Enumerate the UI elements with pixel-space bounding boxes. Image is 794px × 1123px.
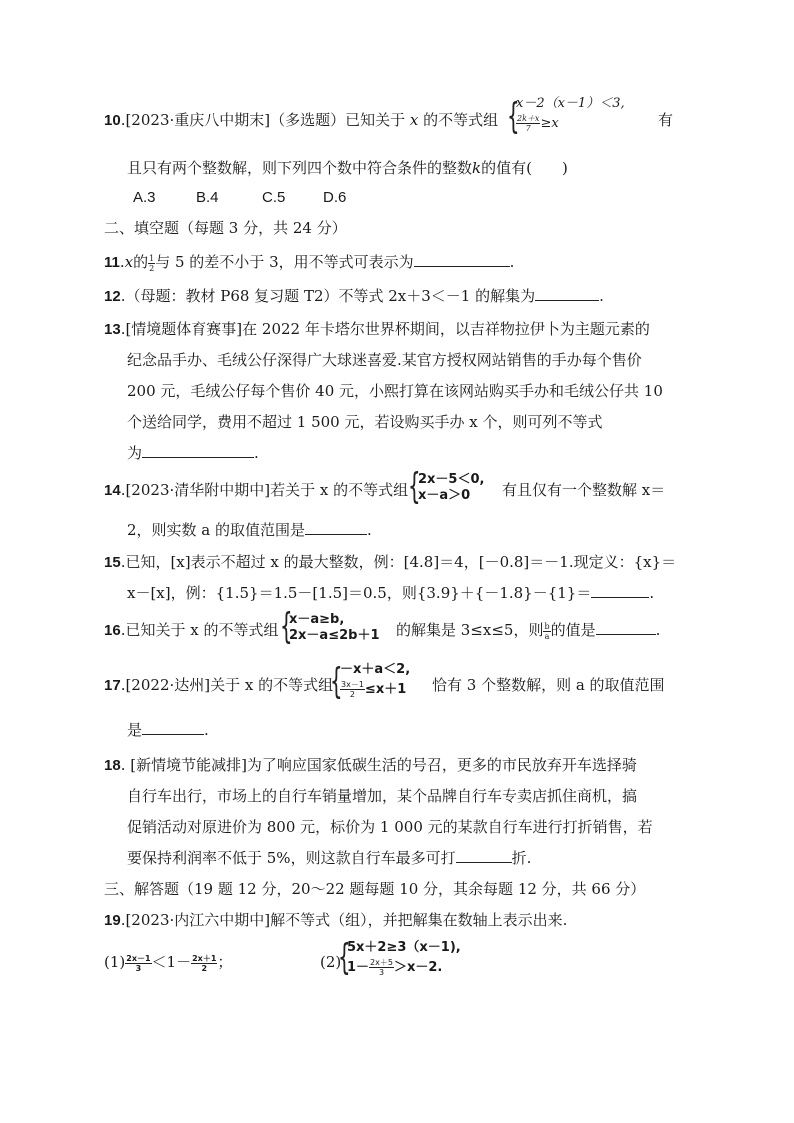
q18-line4 <box>127 848 531 868</box>
option-c: C.5 <box>262 189 286 206</box>
q10-line2-text: 且只有两个整数解，则下列四个数中符合条件的整数 <box>127 159 473 177</box>
q18-line2: 自行车出行，市场上的自行车销量增加，某个品牌自行车专卖店抓住商机，搞 <box>127 787 638 805</box>
q10-sys-line1: x－2（x－1）＜3, <box>516 96 625 111</box>
q10-sys-line2 <box>516 114 559 133</box>
question-number: 10 <box>104 112 121 129</box>
q16-sys-line2: 2x－a≤2b＋1 <box>289 628 380 643</box>
q11-var: x <box>124 253 134 271</box>
q16-line <box>104 620 278 641</box>
q19-part2-label: (2) <box>320 953 342 971</box>
q17-sys-rest: ≤x＋1 <box>364 682 407 697</box>
q16-frac: $\frac{b}{a}$ <box>544 621 550 641</box>
q10-options <box>133 188 346 208</box>
q13-line3: 200 元，毛绒公仔每个售价 40 元，小熙打算在该网站购买手办和毛绒公仔共 10 <box>127 382 663 400</box>
q12-end: . <box>599 287 604 305</box>
q19-line1 <box>104 910 567 931</box>
q17-end: . <box>204 721 209 739</box>
q11-t2: 与 5 的差不小于 3，用不等式可表示为 <box>155 253 414 271</box>
q17-line2 <box>127 720 209 740</box>
q17-sys-line2 <box>340 680 406 699</box>
q19-part1 <box>104 952 232 973</box>
q16-text-a: .已知关于 x 的不等式组 <box>120 621 279 639</box>
q10-text-b: 的不等式组 <box>423 111 499 129</box>
q11-line <box>104 252 514 273</box>
q17-sys-line1: －x＋a＜2, <box>340 662 411 677</box>
q15-text-2: x－[x]，例：{1.5}＝1.5－[1.5]＝0.5，则{3.9}＋{－1.8}－{1}＝ <box>127 584 592 602</box>
q19-p2-rest: ＞x－2. <box>393 960 443 975</box>
q18-last: 要保持利润率不低于 5%，则这款自行车最多可打 <box>127 849 456 867</box>
q16-sys-line1: x－a≥b, <box>289 612 345 627</box>
q17-sys-frac: $\frac{3x-1}{2}$ <box>341 680 364 699</box>
q10-sys-frac: $\frac{2k+x}{7}$ <box>517 114 540 133</box>
question-number: 12 <box>104 288 121 305</box>
q14-end: . <box>367 521 372 539</box>
answer-blank[interactable] <box>414 252 510 267</box>
q10-line2 <box>127 158 568 178</box>
brace-icon: { <box>330 661 343 702</box>
q19-p1-frac2: $\frac{2x+1}{2}$ <box>192 953 217 973</box>
q17-line2-text: 是 <box>127 721 143 739</box>
q10-line2-var: k <box>472 159 482 177</box>
q10-text-a: .[2023·重庆八中期末]（多选题）已知关于 <box>120 111 406 129</box>
q13-line1 <box>104 319 650 340</box>
answer-blank[interactable] <box>142 720 204 735</box>
q13-line5 <box>127 443 259 463</box>
q13-line4: 个送给同学，费用不超过 1 500 元，若设购买手办 x 个，则可列不等式 <box>127 413 603 431</box>
part-label: (1) <box>104 953 126 971</box>
q14-text-a: .[2023·清华附中期中]若关于 x 的不等式组 <box>120 481 409 499</box>
q13-line2: 纪念品手办、毛绒公仔深得广大球迷喜爱.某官方授权网站销售的手办每个售价 <box>127 351 642 369</box>
question-number: 18 <box>104 757 121 774</box>
section-heading: 二、填空题（每题 3 分，共 24 分） <box>104 219 347 237</box>
question-number: 14 <box>104 482 121 499</box>
question-number: 19 <box>104 912 121 929</box>
q14-text-b: 有且仅有一个整数解 x＝ <box>502 481 666 499</box>
answer-blank[interactable] <box>305 520 367 535</box>
q19-p2-sys-line2 <box>347 958 442 977</box>
q17-text-b: 恰有 3 个整数解，则 a 的取值范围 <box>432 676 665 694</box>
q15-end: . <box>649 584 655 602</box>
q11-pre: . <box>119 253 125 271</box>
question-number: 16 <box>104 622 121 639</box>
q17-text-a: .[2022·达州]关于 x 的不等式组 <box>120 676 334 694</box>
brace-icon: { <box>408 466 421 507</box>
q10-text-c: 有 <box>658 111 674 129</box>
q11-t1: 的 <box>133 253 149 271</box>
q18-end: 折. <box>511 849 532 867</box>
q19-text: .[2023·内江六中期中]解不等式（组），并把解集在数轴上表示出来. <box>120 911 568 929</box>
q19-p1-frac1: $\frac{2x-1}{3}$ <box>126 953 151 973</box>
answer-blank[interactable] <box>456 848 512 863</box>
q13-end: . <box>254 444 259 462</box>
brace-icon: { <box>280 606 293 647</box>
q19-p2-sys-line1: 5x＋2≥3（x－1), <box>347 940 461 955</box>
q13-last-pre: 为 <box>127 444 143 462</box>
q10-var: x <box>409 111 419 129</box>
option-d: D.6 <box>323 189 347 206</box>
q10-line2-end: 的值有( ) <box>481 159 568 177</box>
q18-text-1: . [新情境节能减排]为了响应国家低碳生活的号召，更多的市民放弃开车选择骑 <box>120 756 637 774</box>
q16-end: . <box>655 621 661 639</box>
q16-tail <box>396 620 660 641</box>
q19-p1-end: ； <box>217 953 233 971</box>
question-number: 13 <box>104 321 121 338</box>
q14-sys-line2: x－a＞0 <box>418 488 471 503</box>
q12-text: .（母题：教材 P68 复习题 T2）不等式 2x＋3＜－1 的解集为 <box>120 287 536 305</box>
question-number: 11 <box>104 254 120 271</box>
q19-p1-mid: ＜1－ <box>151 953 192 971</box>
q12-line <box>104 286 604 307</box>
q19-p2-pre: 1－ <box>347 960 370 975</box>
answer-blank[interactable] <box>535 286 599 301</box>
q19-p2-frac: $\frac{2x+5}{3}$ <box>370 958 393 977</box>
q14-line2-text: 2，则实数 a 的取值范围是 <box>127 521 306 539</box>
q14-line2 <box>127 520 372 540</box>
answer-blank[interactable] <box>142 443 254 458</box>
q18-line3: 促销活动对原进价为 800 元，标价为 1 000 元的某款自行车进行打折销售，若 <box>127 818 653 836</box>
q16-text-b: 的解集是 3≤x≤5，则 <box>396 621 544 639</box>
q10-line1 <box>104 110 498 131</box>
q11-end: . <box>509 253 515 271</box>
option-a: A.3 <box>133 189 156 206</box>
brace-icon: { <box>507 96 520 137</box>
q16-text-c: 的值是 <box>550 621 596 639</box>
q18-line1 <box>104 755 637 776</box>
q15-line1 <box>104 552 676 573</box>
question-number: 15 <box>104 554 121 571</box>
q17-line1 <box>104 675 333 696</box>
q15-line2 <box>127 583 654 603</box>
brace-icon: { <box>338 937 351 978</box>
q10-sys-rest: ≥x <box>540 116 559 131</box>
section-heading: 三、解答题（19 题 12 分，20～22 题每题 10 分，其余每题 12 分，共 66 分） <box>104 880 646 898</box>
q11-frac: $\frac{1}{2}$ <box>149 253 155 273</box>
q14-line1 <box>104 480 408 501</box>
option-b: B.4 <box>196 189 219 206</box>
q15-text-1: .已知，[x]表示不超过 x 的最大整数，例：[4.8]＝4，[－0.8]＝－1.现定义：{x}＝ <box>120 553 677 571</box>
answer-blank[interactable] <box>591 583 649 598</box>
q13-text-1: .[情境题体育赛事]在 2022 年卡塔尔世界杯期间，以吉祥物拉伊卜为主题元素的 <box>120 320 650 338</box>
q14-sys-line1: 2x－5＜0, <box>418 472 485 487</box>
question-number: 17 <box>104 677 121 694</box>
answer-blank[interactable] <box>596 620 656 635</box>
